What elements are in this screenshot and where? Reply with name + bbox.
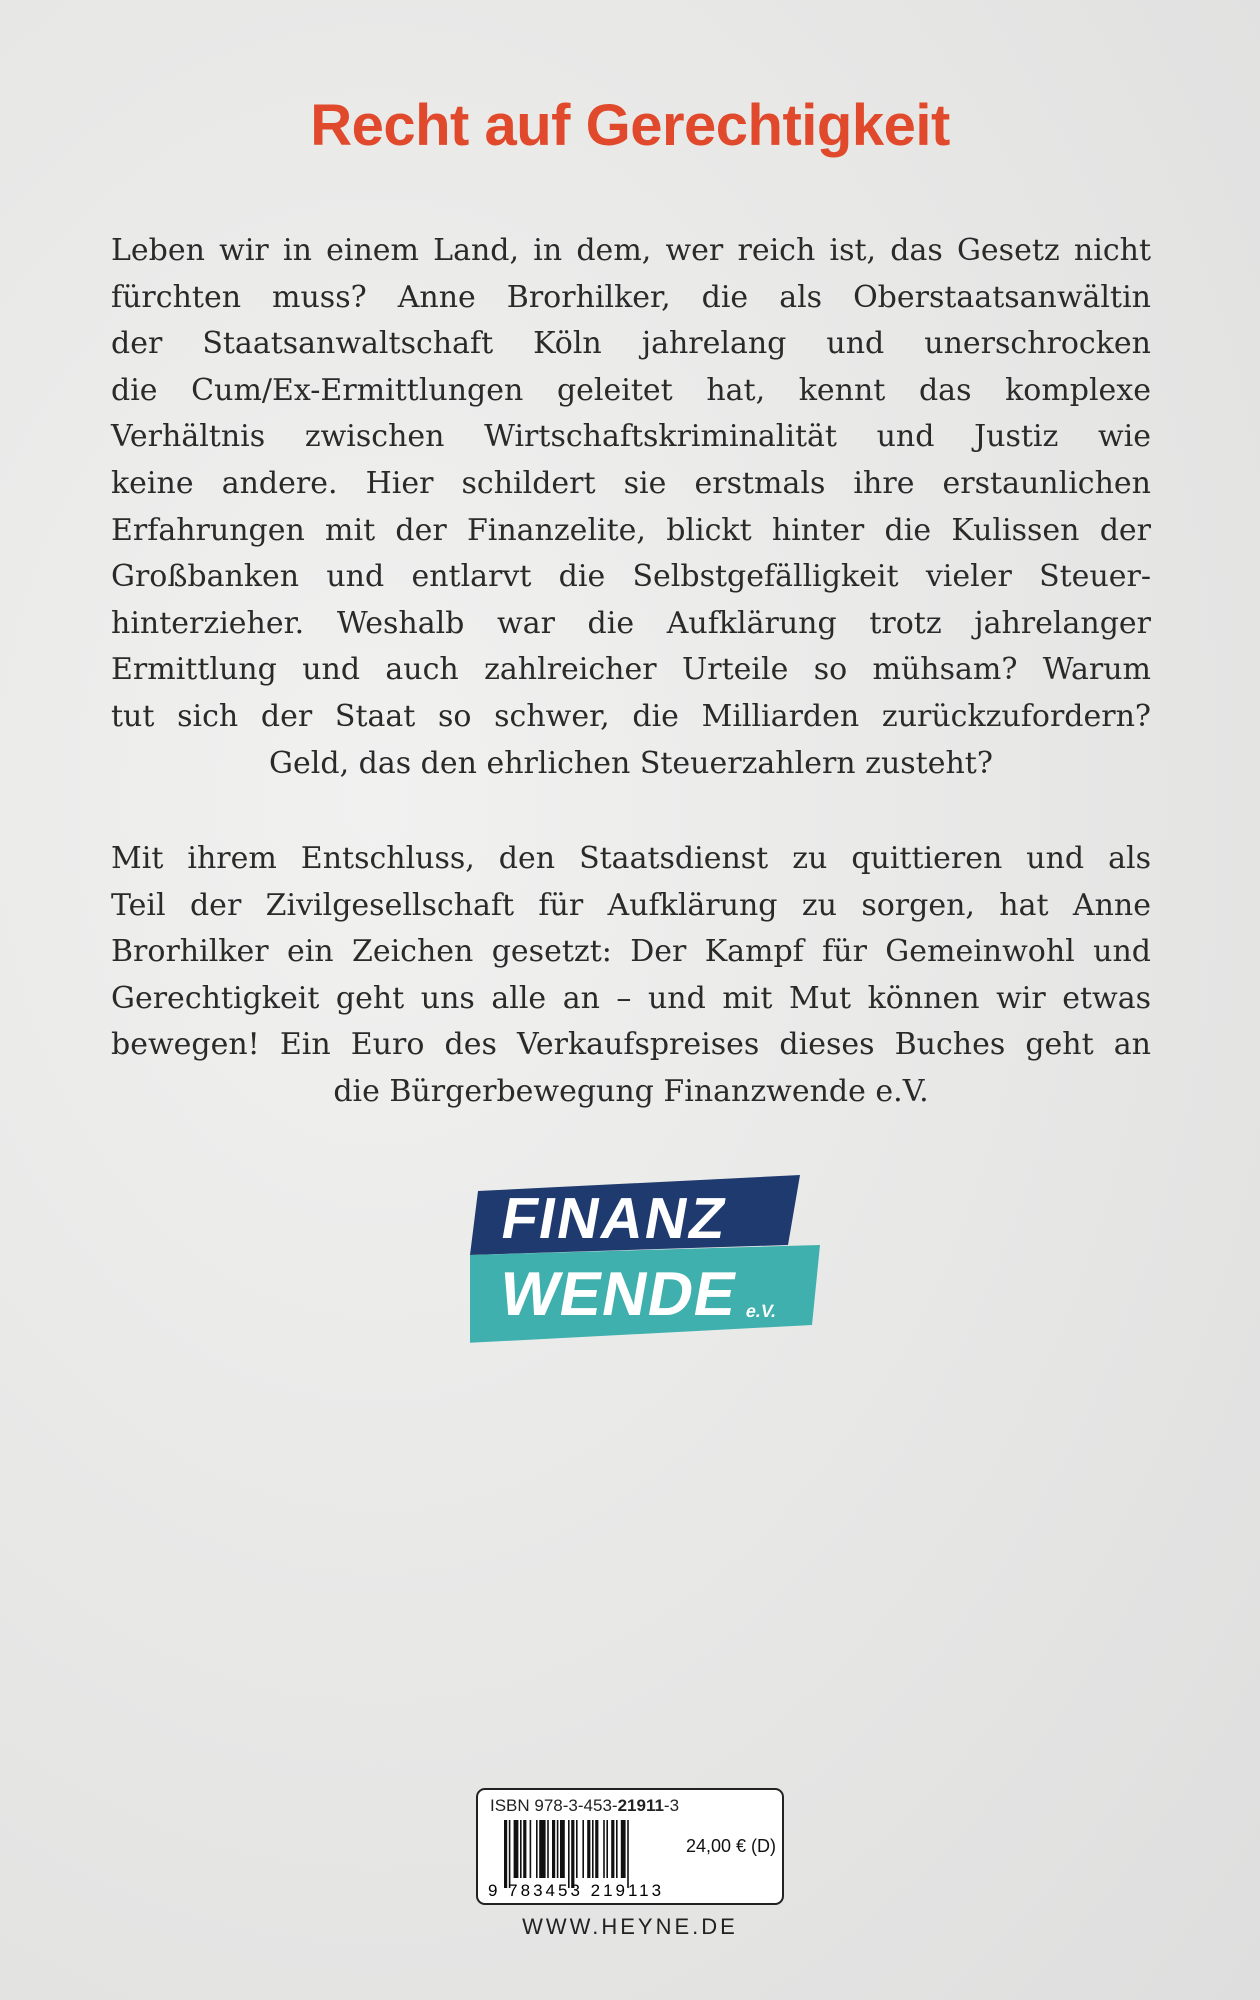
barcode-bar [627, 1820, 629, 1888]
barcode-bar [514, 1820, 519, 1878]
text-line: tut sich der Staat so schwer, die Milliarden zurückzufordern? [111, 698, 1151, 734]
back-cover-title: Recht auf Gerechtigkeit [310, 93, 950, 158]
barcode-bar [582, 1820, 584, 1878]
svg-text:e.V.: e.V. [744, 1301, 779, 1321]
barcode-bar [552, 1820, 555, 1878]
text-line: Brorhilker ein Zeichen gesetzt: Der Kampf für Gemeinwohl und [111, 934, 1151, 970]
barcode-bar [603, 1820, 605, 1878]
publisher-url[interactable]: WWW.HEYNE.DE [522, 1914, 738, 1939]
barcode-bar [560, 1820, 565, 1878]
text-line: fürchten muss? Anne Brorhilker, die als Oberstaatsanwältin [111, 279, 1151, 315]
text-line: keine andere. Hier schildert sie erstmals ihre erstaunlichen [111, 465, 1151, 501]
text-line: hinterzieher. Weshalb war die Aufklärung trotz jahrelanger [111, 605, 1151, 641]
isbn-text: ISBN 978-3-453-21911-3 [490, 1796, 680, 1815]
price: 24,00 € (D) [686, 1836, 777, 1856]
barcode-bar [523, 1820, 526, 1878]
barcode-bar [611, 1820, 614, 1878]
barcode-bar [587, 1820, 590, 1878]
text-line: Leben wir in einem Land, in dem, wer reich ist, das Gesetz nicht [111, 233, 1151, 268]
barcode-digits: 9 783453 219113 [488, 1881, 665, 1900]
barcode-bar [616, 1820, 618, 1878]
text-line: Geld, das den ehrlichen Steuerzahlern zusteht? [269, 745, 993, 781]
barcode-bar [592, 1820, 594, 1878]
barcode-bar [576, 1820, 578, 1878]
barcode-bar [621, 1820, 626, 1878]
text-line: Teil der Zivilgesellschaft für Aufklärung zu sorgen, hat Anne [111, 887, 1151, 923]
barcode-bar [536, 1820, 538, 1878]
barcode-bar [504, 1820, 507, 1888]
barcode-bar [571, 1820, 574, 1888]
barcode-bar [606, 1820, 608, 1878]
text-line: die Bürgerbewegung Finanzwende e.V. [333, 1073, 929, 1109]
text-line: Erfahrungen mit der Finanzelite, blickt hinter die Kulissen der [111, 512, 1151, 548]
barcode-bar [595, 1820, 598, 1878]
text-line: Großbanken und entlarvt die Selbstgefälligkeit vieler Steuer- [111, 559, 1151, 595]
barcode-bar [509, 1820, 511, 1888]
svg-text:WENDE: WENDE [494, 1259, 743, 1329]
text-line: bewegen! Ein Euro des Verkaufspreises dieses Buches geht an [111, 1027, 1151, 1063]
blurb-paragraph-2 [111, 836, 1151, 1116]
barcode-bar [530, 1820, 532, 1878]
text-line: der Staatsanwaltschaft Köln jahrelang und unerschrocken [111, 326, 1151, 362]
text-line: Mit ihrem Entschluss, den Staatsdienst zu quittieren und als [111, 841, 1151, 876]
svg-text:FINANZ: FINANZ [496, 1186, 733, 1251]
text-line: die Cum/Ex-Ermittlungen geleitet hat, kennt das komplexe [111, 372, 1151, 408]
barcode-bar [539, 1820, 545, 1878]
text-line: Gerechtigkeit geht uns alle an – und mit Mut können wir etwas [111, 980, 1151, 1016]
barcode-bar [547, 1820, 549, 1878]
text-line: Verhältnis zwischen Wirtschaftskriminalität und Justiz wie [111, 419, 1151, 455]
blurb-paragraph-1 [111, 228, 1151, 787]
barcode-bar [557, 1820, 559, 1878]
finanzwende-logo [470, 1175, 820, 1345]
text-line: Ermittlung und auch zahlreicher Urteile so mühsam? Warum [111, 652, 1151, 688]
barcode-bar [568, 1820, 570, 1888]
isbn-barcode-label [476, 1788, 784, 1905]
barcode [488, 1820, 678, 1900]
barcode-bar [520, 1820, 522, 1878]
